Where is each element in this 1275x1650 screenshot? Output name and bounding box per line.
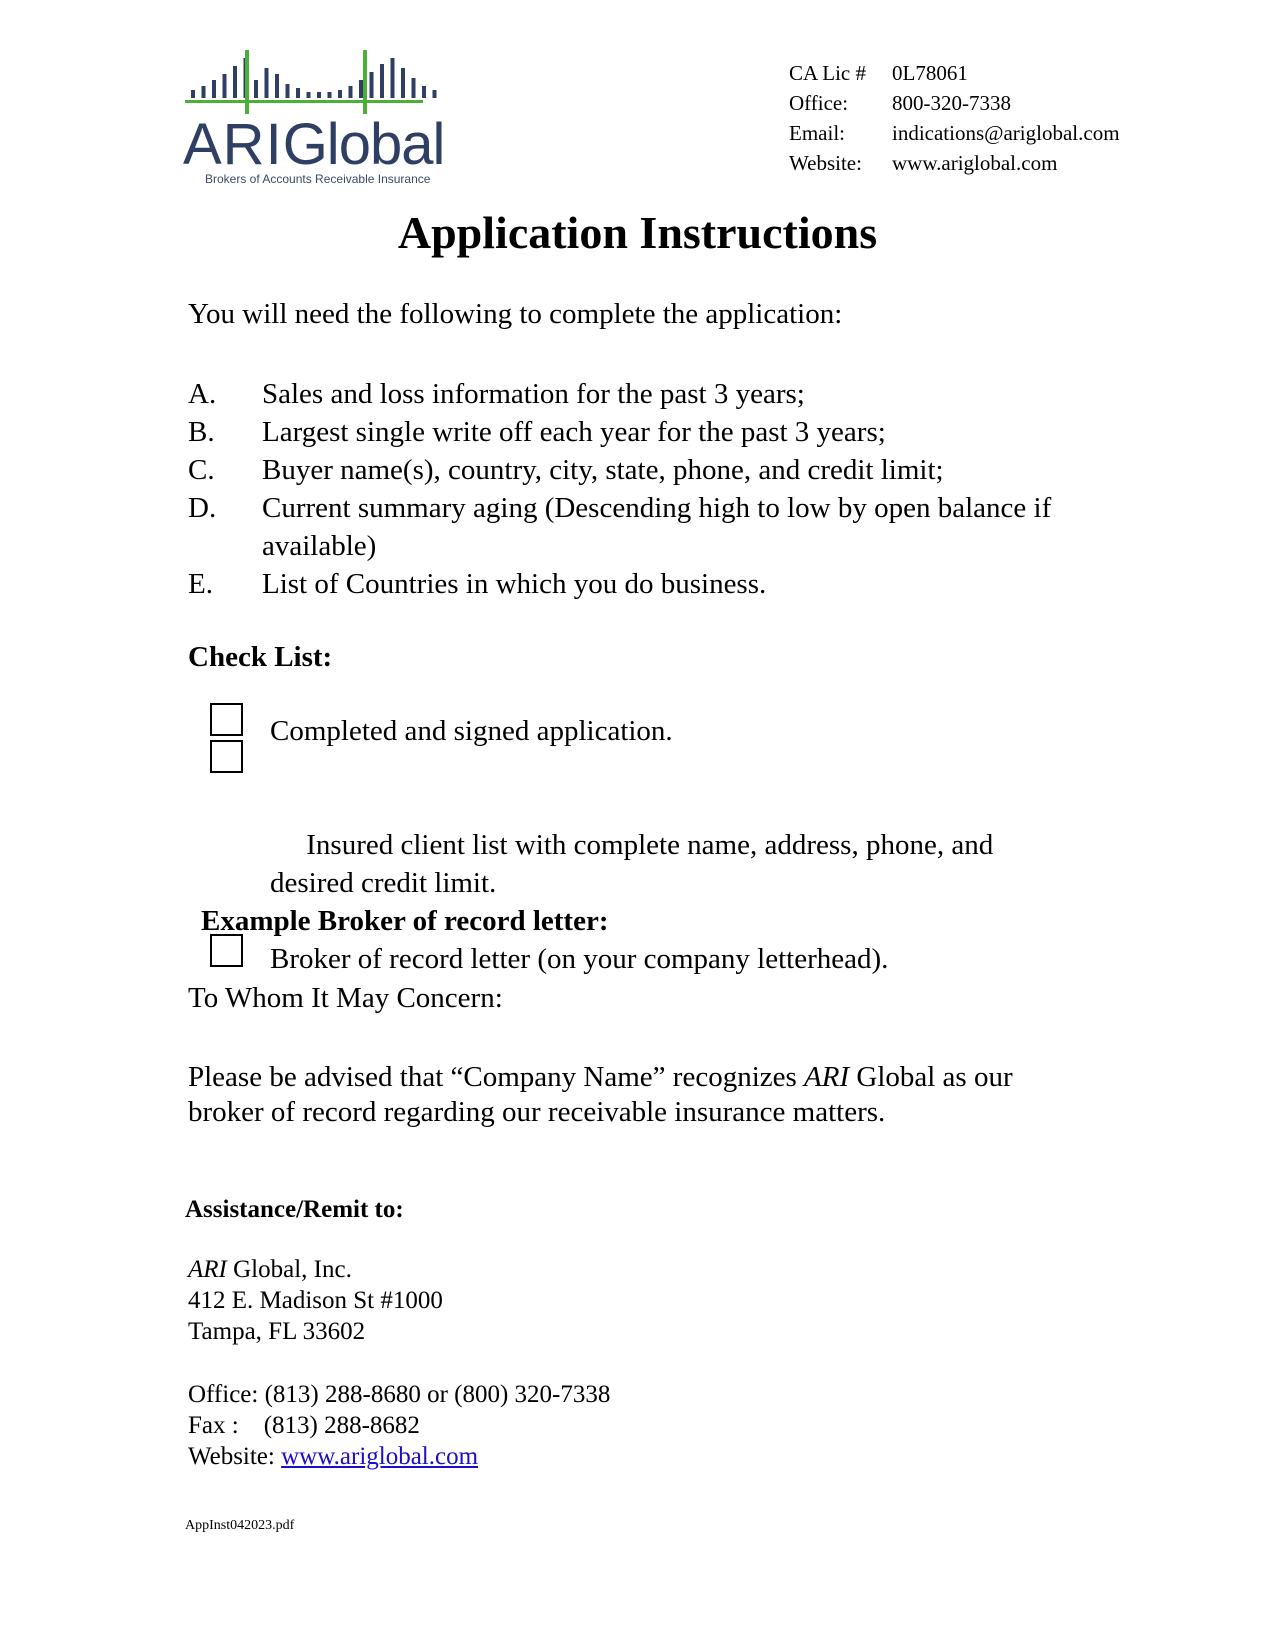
company-name: Global, Inc. bbox=[226, 1256, 352, 1283]
website-label: Website: bbox=[188, 1443, 282, 1470]
checklist-item bbox=[210, 940, 1070, 978]
list-letter: E. bbox=[188, 568, 213, 600]
list-item bbox=[188, 565, 1058, 603]
list-text: Current summary aging (Descending high to low by open balance if available) bbox=[262, 492, 1052, 562]
contact-license bbox=[789, 58, 1139, 88]
contact-value: 0L78061 bbox=[892, 61, 968, 85]
logo-bar bbox=[223, 74, 227, 98]
logo-bar bbox=[317, 92, 321, 98]
logo-bar bbox=[212, 80, 216, 98]
list-text: Largest single write off each year for the past 3 years; bbox=[262, 416, 886, 448]
list-text: Sales and loss information for the past 3 years; bbox=[262, 378, 805, 410]
contact-label: CA Lic # bbox=[789, 61, 866, 85]
contact-value: 800-320-7338 bbox=[892, 91, 1011, 115]
intro-text: You will need the following to complete the application: bbox=[188, 298, 843, 330]
checklist-text: Broker of record letter (on your company letterhead). bbox=[270, 943, 889, 975]
logo-bar bbox=[370, 72, 374, 98]
website-line bbox=[188, 1441, 610, 1472]
logo-accent-line bbox=[185, 100, 423, 103]
logo-bar bbox=[275, 74, 279, 98]
logo-accent-post bbox=[245, 50, 249, 114]
checklist-item bbox=[210, 712, 1070, 750]
contact-block bbox=[789, 58, 1139, 178]
logo-bar bbox=[254, 80, 258, 98]
checklist-text: Completed and signed application. bbox=[270, 715, 673, 747]
contact-value: www.ariglobal.com bbox=[892, 151, 1058, 175]
list-item bbox=[188, 451, 1058, 489]
logo-bar bbox=[349, 86, 353, 98]
fax-number: Fax : (813) 288-8682 bbox=[188, 1412, 420, 1439]
office-phone: Office: (813) 288-8680 or (800) 320-7338 bbox=[188, 1381, 611, 1408]
assistance-heading: Assistance/Remit to: bbox=[185, 1196, 404, 1223]
logo-bar bbox=[359, 80, 363, 98]
logo-bar bbox=[328, 92, 332, 98]
contact-label: Website: bbox=[789, 151, 862, 175]
logo-bar bbox=[433, 90, 437, 98]
company-italic: ARI bbox=[188, 1256, 227, 1283]
logo-bar bbox=[233, 66, 237, 98]
logo-bar bbox=[286, 84, 290, 98]
logo-bar bbox=[296, 88, 300, 98]
contact-value: indications@ariglobal.com bbox=[892, 121, 1120, 145]
list-letter: D. bbox=[188, 492, 217, 524]
checklist-text: Insured client list with complete name, address, phone, and desired credit limit. bbox=[270, 829, 1001, 899]
contact-website bbox=[789, 148, 1139, 178]
address-street: 412 E. Madison St #1000 bbox=[188, 1287, 443, 1314]
list-letter: C. bbox=[188, 454, 215, 486]
logo-bar bbox=[191, 90, 195, 98]
checkbox[interactable] bbox=[210, 703, 243, 736]
list-item bbox=[188, 413, 1058, 451]
phone-block bbox=[188, 1379, 610, 1472]
logo-tagline: Brokers of Accounts Receivable Insurance bbox=[205, 172, 431, 186]
logo-bar bbox=[202, 86, 206, 98]
logo-bar bbox=[401, 68, 405, 98]
letter-text: Please be advised that “Company Name” recognizes bbox=[188, 1061, 805, 1093]
checklist-heading: Check List: bbox=[188, 641, 333, 673]
logo-bar bbox=[391, 58, 395, 98]
logo-wordmark: ARIGlobal bbox=[183, 112, 445, 177]
contact-label: Email: bbox=[789, 121, 845, 145]
list-item bbox=[188, 375, 1058, 413]
checklist bbox=[210, 712, 1070, 978]
list-item bbox=[188, 489, 1058, 565]
letter-text-italic: ARI bbox=[804, 1061, 850, 1093]
footer-filename: AppInst042023.pdf bbox=[185, 1518, 295, 1533]
address-block bbox=[188, 1254, 443, 1347]
checkbox[interactable] bbox=[210, 934, 243, 967]
list-text: List of Countries in which you do business. bbox=[262, 568, 767, 600]
logo-bar bbox=[380, 64, 384, 98]
requirements-list bbox=[188, 375, 1058, 603]
logo-bar bbox=[422, 86, 426, 98]
address-company bbox=[188, 1254, 443, 1285]
list-letter: B. bbox=[188, 416, 215, 448]
list-letter: A. bbox=[188, 378, 217, 410]
contact-office bbox=[789, 88, 1139, 118]
contact-email bbox=[789, 118, 1139, 148]
example-heading: Example Broker of record letter: bbox=[201, 905, 609, 937]
website-link[interactable]: www.ariglobal.com bbox=[281, 1443, 479, 1470]
list-text: Buyer name(s), country, city, state, phone, and credit limit; bbox=[262, 454, 944, 486]
page-title: Application Instructions bbox=[397, 207, 878, 258]
letter-salutation: To Whom It May Concern: bbox=[188, 982, 503, 1014]
logo-accent-post bbox=[363, 50, 367, 114]
logo-bar bbox=[338, 90, 342, 98]
contact-label: Office: bbox=[789, 91, 849, 115]
logo-bar bbox=[265, 68, 269, 98]
letter-text: Global as our broker of record regarding our receivable insurance matters. bbox=[188, 1061, 1013, 1128]
logo-bar bbox=[307, 92, 311, 98]
checkbox[interactable] bbox=[210, 740, 243, 773]
logo-bar bbox=[412, 78, 416, 98]
letter-body bbox=[188, 1060, 1088, 1130]
address-city: Tampa, FL 33602 bbox=[188, 1318, 366, 1345]
